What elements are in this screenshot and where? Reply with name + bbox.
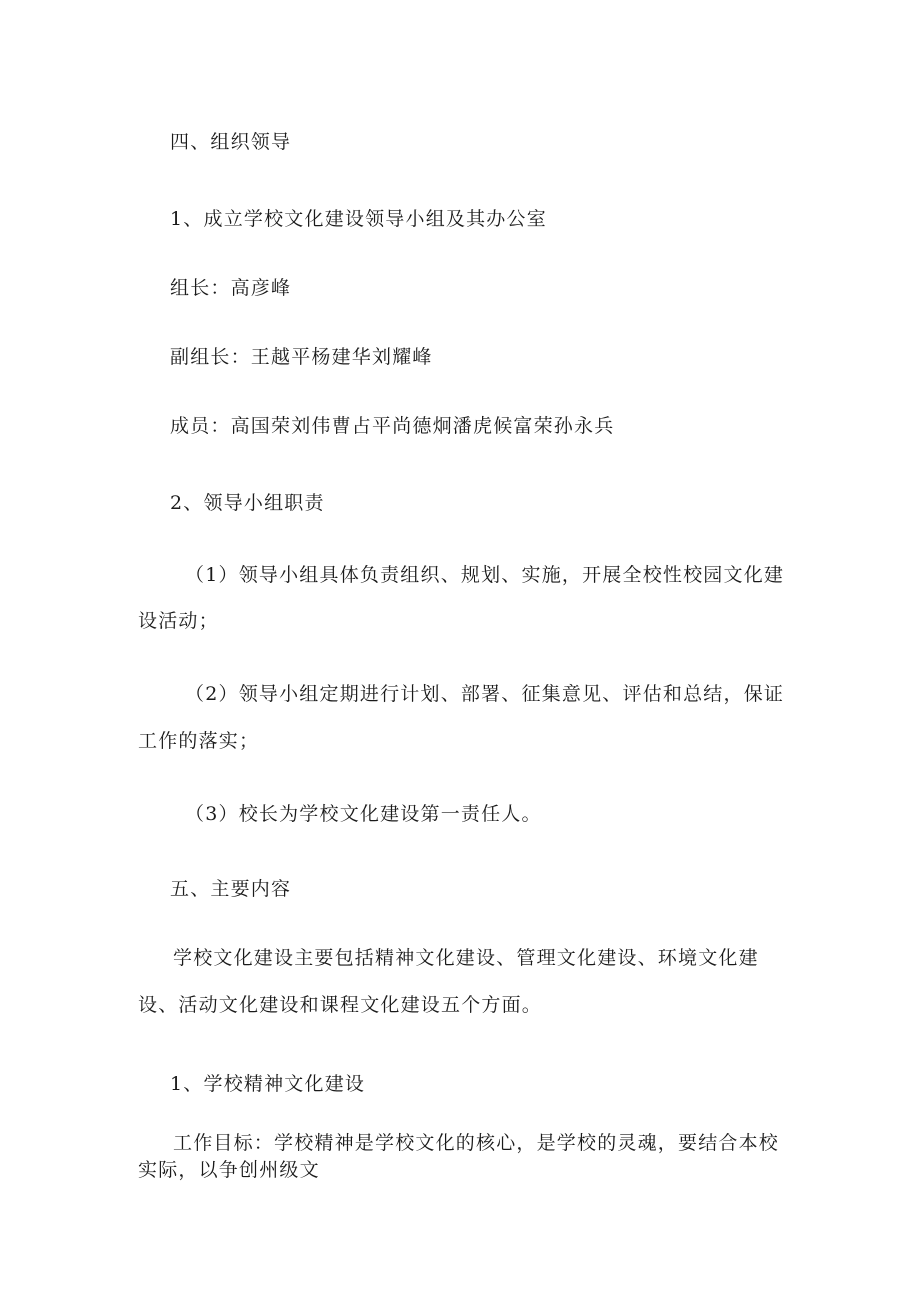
sub-heading-spirit-culture: 1、学校精神文化建设 xyxy=(170,1073,366,1095)
duty-1-line-1: （1）领导小组具体负责组织、规划、实施，开展全校性校园文化建 xyxy=(185,564,785,586)
goal-paragraph-line-1: 工作目标：学校精神是学校文化的核心，是学校的灵魂，要结合本校 xyxy=(173,1132,780,1154)
duty-1-line-2: 设活动； xyxy=(138,610,219,632)
content-paragraph-line-1: 学校文化建设主要包括精神文化建设、管理文化建设、环境文化建 xyxy=(173,947,759,969)
item-heading-leading-group: 1、成立学校文化建设领导小组及其办公室 xyxy=(170,208,547,230)
duty-3-line: （3）校长为学校文化建设第一责任人。 xyxy=(185,803,542,825)
leader-line: 组长：高彦峰 xyxy=(170,277,292,299)
content-paragraph-line-2: 设、活动文化建设和课程文化建设五个方面。 xyxy=(138,994,543,1016)
duty-2-line-2: 工作的落实； xyxy=(138,730,260,752)
members-line: 成员：高国荣刘伟曹占平尚德炯潘虎候富荣孙永兵 xyxy=(170,415,615,437)
item-heading-duties: 2、领导小组职责 xyxy=(170,492,325,514)
section-heading-organization: 四、组织领导 xyxy=(170,131,292,153)
section-heading-main-content: 五、主要内容 xyxy=(170,878,292,900)
deputy-leader-line: 副组长：王越平杨建华刘耀峰 xyxy=(170,346,433,368)
duty-2-line-1: （2）领导小组定期进行计划、部署、征集意见、评估和总结，保证 xyxy=(185,683,785,705)
goal-paragraph-line-2: 实际，以争创州级文 xyxy=(138,1159,320,1181)
